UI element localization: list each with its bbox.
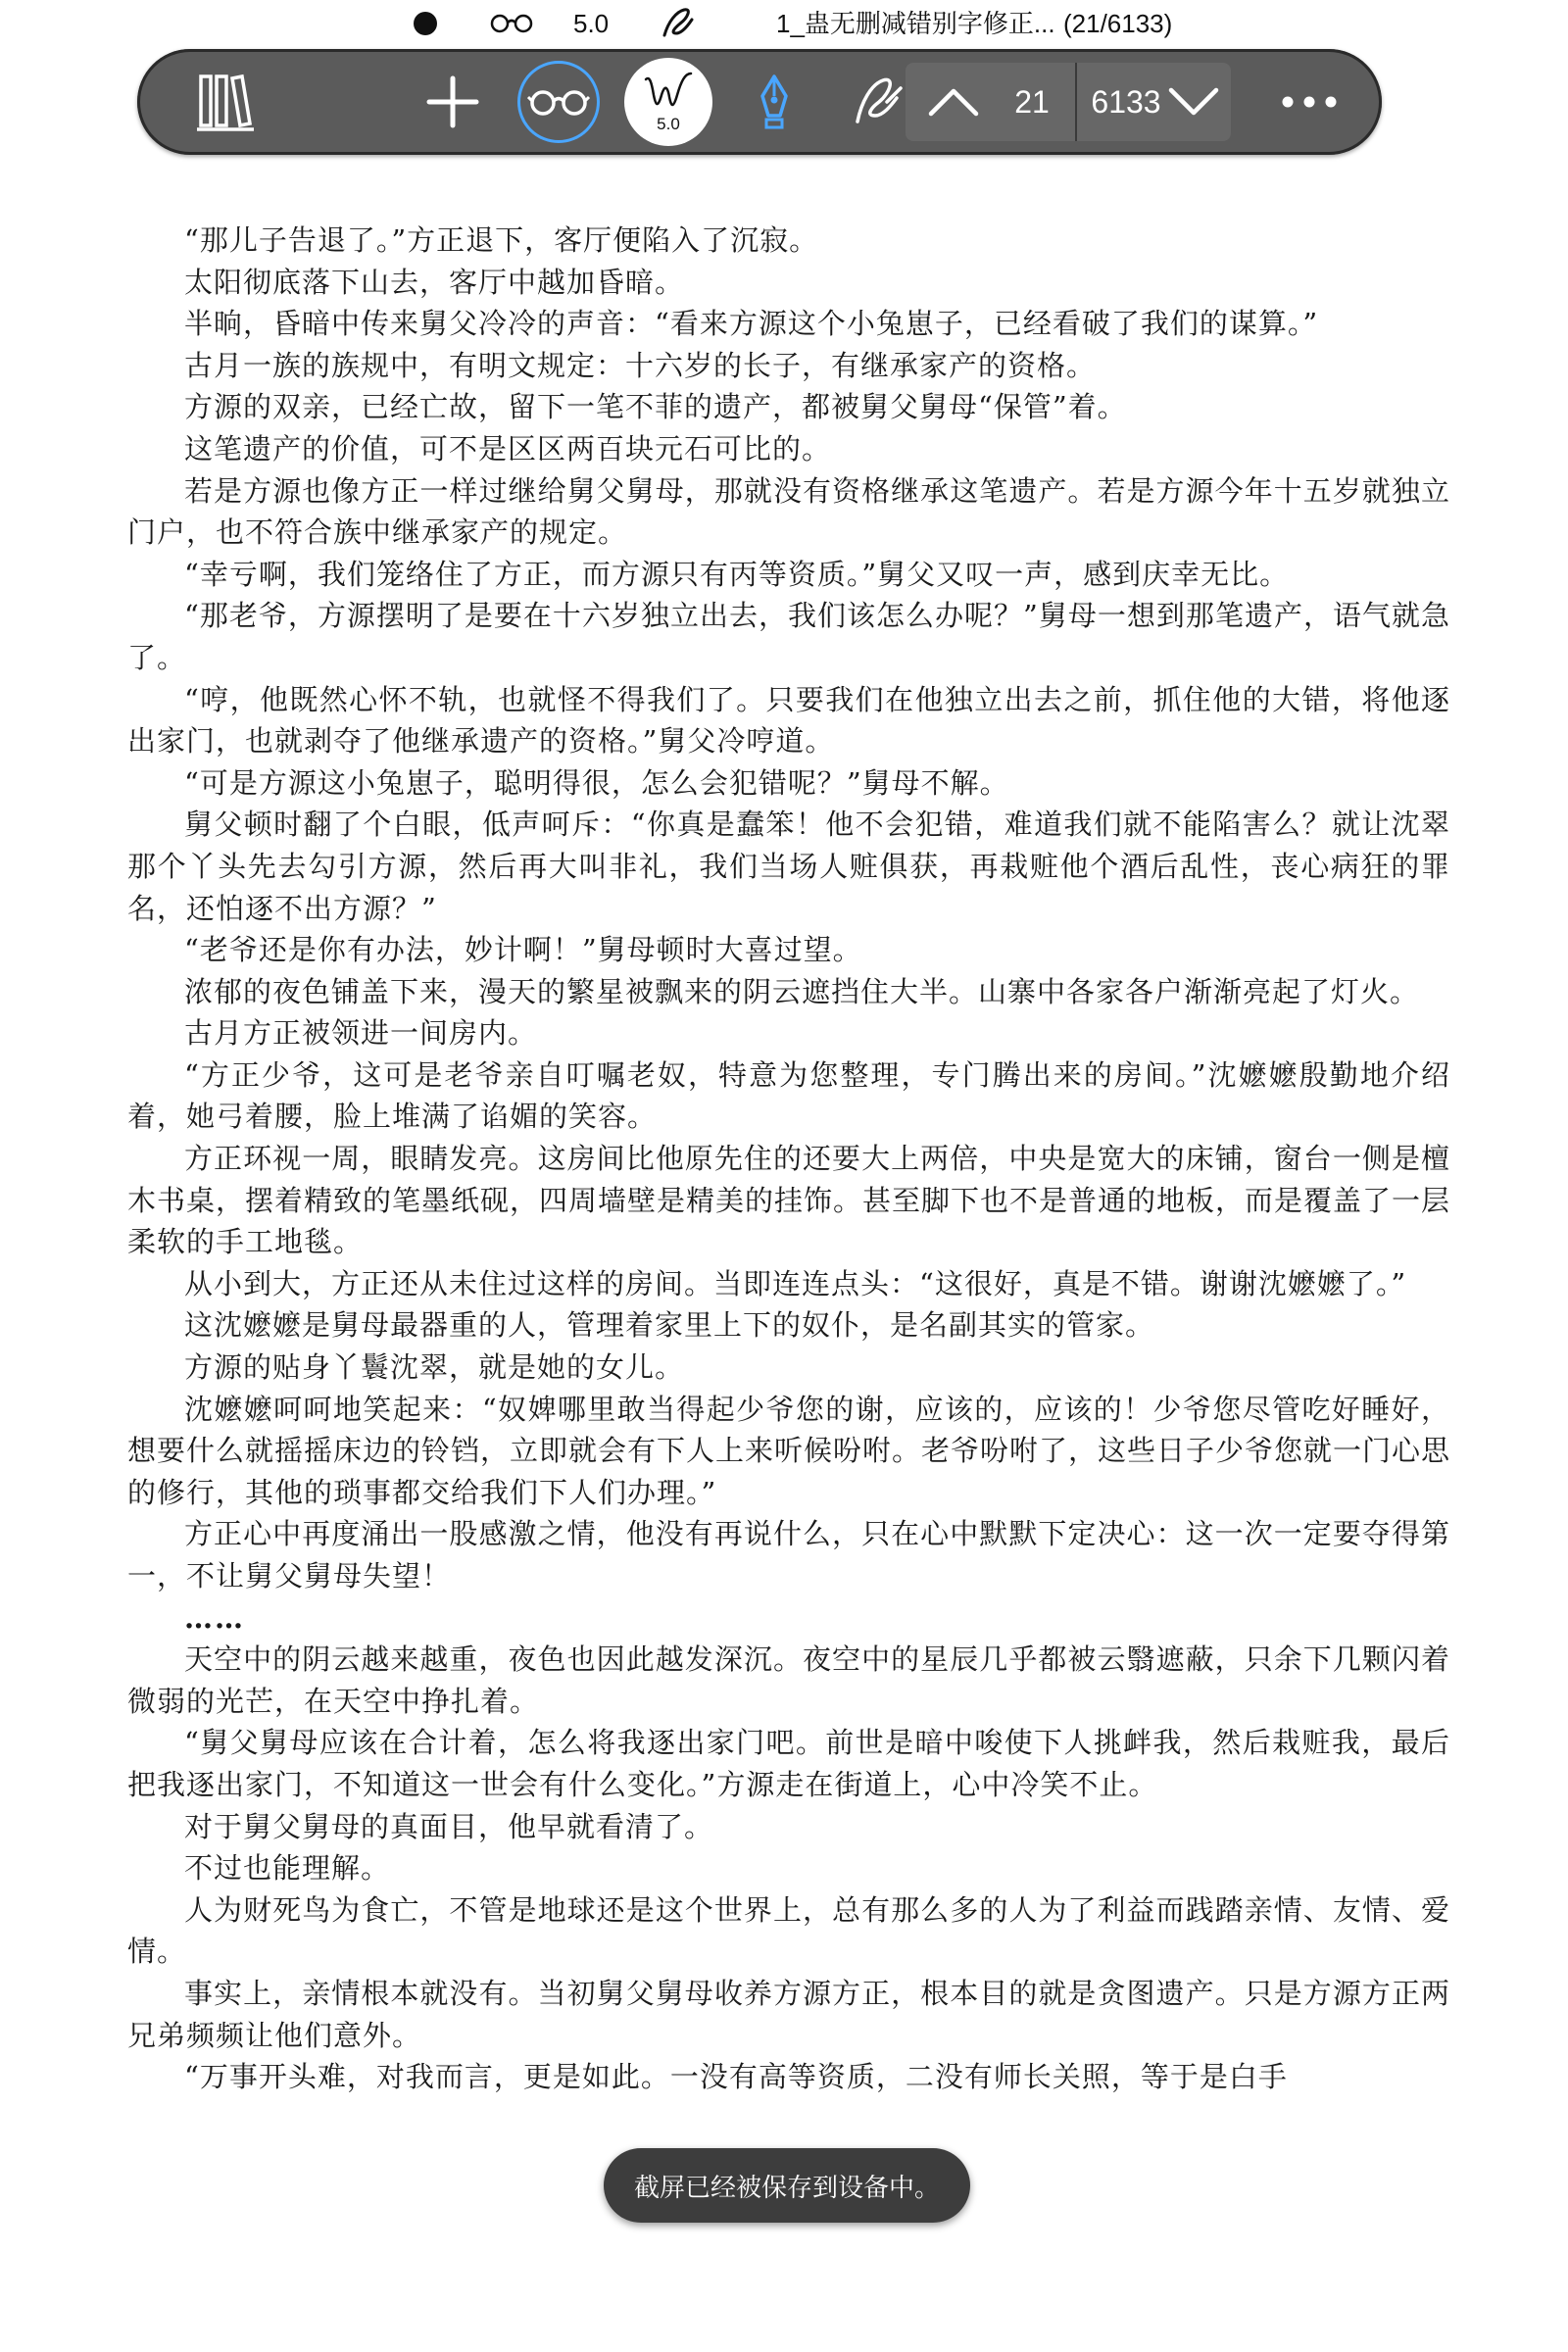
- glasses-icon: [527, 85, 590, 119]
- paragraph: 方正环视一周，眼睛发亮。这房间比他原先住的还要大上两倍，中央是宽大的床铺，窗台一侧是檀木书桌，摆着精致的笔墨纸砚，四周墙壁是精美的挂饰。甚至脚下也不是普通的地板，而是覆盖了一层柔软的手工地毯。: [127, 1142, 1451, 1259]
- fountain-pen-icon: [755, 73, 794, 131]
- paragraph: 天空中的阴云越来越重，夜色也因此越发深沉。夜空中的星辰几乎都被云翳遮蔽，只余下几颗闪着微弱的光芒，在天空中挣扎着。: [127, 1642, 1450, 1718]
- paragraph: 不过也能理解。: [184, 1851, 391, 1886]
- paragraph: “舅父舅母应该在合计着，怎么将我逐出家门吧。前世是暗中唆使下人挑衅我，然后栽赃我，最后把我逐出家门，不知道这一世会有什么变化。”方源走在街道上，心中冷笑不止。: [127, 1726, 1450, 1801]
- paragraph: 古月一族的族规中，有明文规定：十六岁的长子，有继承家产的资格。: [184, 348, 1097, 382]
- paragraph: 沈嬷嬷呵呵地笑起来：“奴婢哪里敢当得起少爷您的谢，应该的，应该的！少爷您尽管吃好睡好，想要什么就摇摇床边的铃铛，立即就会有下人上来听候吩咐。老爷吩咐了，这些日子少爷您就一门心思的修行，其他的琐事都交给我们下人们办理。”: [127, 1392, 1451, 1509]
- paragraph: “万事开头难，对我而言，更是如此。一没有高等资质，二没有师长关照，等于是白手: [184, 2060, 1288, 2094]
- paragraph: 方源的贴身丫鬟沈翠，就是她的女儿。: [184, 1350, 685, 1385]
- screenshot-saved-toast: 截屏已经被保存到设备中。: [604, 2148, 970, 2223]
- paragraph: 这笔遗产的价值，可不是区区两百块元石可比的。: [184, 431, 832, 466]
- record-dot-icon: [414, 12, 437, 35]
- handwriting-w-icon: [642, 70, 695, 119]
- paragraph: 太阳彻底落下山去，客厅中越加昏暗。: [184, 265, 685, 299]
- paragraph: “那儿子告退了。”方正退下，客厅便陷入了沉寂。: [184, 223, 819, 257]
- current-page-number[interactable]: 21: [1014, 84, 1050, 120]
- paragraph: 对于舅父舅母的真面目，他早就看清了。: [184, 1809, 714, 1843]
- handwriting-pen-button[interactable]: [617, 49, 719, 155]
- paragraph: 浓郁的夜色铺盖下来，漫天的繁星被飘来的阴云遮挡住大半。山寨中各家各户渐渐亮起了灯火。: [184, 974, 1420, 1008]
- paragraph: “那老爷，方源摆明了是要在十六岁独立出去，我们该怎么办呢？”舅母一想到那笔遗产，语气就急了。: [127, 599, 1450, 674]
- signature-icon: [659, 4, 698, 50]
- next-page-button[interactable]: [1162, 69, 1225, 135]
- paragraph: 舅父顿时翻了个白眼，低声呵斥：“你真是蠢笨！他不会犯错，难道我们就不能陷害么？就让沈翠那个丫头先去勾引方源，然后再大叫非礼，我们当场人赃俱获，再栽赃他个酒后乱性，丧心病狂的罪名，还怕逐不出方源？”: [127, 808, 1450, 925]
- document-page: [127, 220, 1450, 2098]
- more-dots-icon: [1280, 95, 1339, 109]
- total-pages: 6133: [1091, 84, 1161, 120]
- zoom-level: 5.0: [573, 9, 610, 38]
- status-bar: [0, 0, 1568, 47]
- page-navigator: [906, 63, 1231, 141]
- paragraph: 半晌，昏暗中传来舅父冷冷的声音：“看来方源这个小兔崽子，已经看破了我们的谋算。”: [184, 307, 1319, 341]
- glasses-icon: [488, 8, 535, 42]
- paragraph: 古月方正被领进一间房内。: [184, 1016, 538, 1051]
- paragraph: “幸亏啊，我们笼络住了方正，而方源只有丙等资质。”舅父又叹一声，感到庆幸无比。: [184, 557, 1290, 591]
- add-button[interactable]: [404, 49, 502, 155]
- previous-page-button[interactable]: [919, 69, 988, 135]
- paragraph: 人为财死鸟为食亡，不管是地球还是这个世界上，总有那么多的人为了利益而践踏亲情、友情、爱情。: [127, 1892, 1450, 1969]
- page-indicator: (21/6133): [1063, 9, 1173, 38]
- reader-toolbar: [137, 49, 1382, 155]
- paragraph: “老爷还是你有办法，妙计啊！”舅母顿时大喜过望。: [184, 933, 862, 967]
- pager-divider: [1075, 63, 1077, 141]
- more-options-button[interactable]: [1260, 49, 1358, 155]
- chevron-up-icon: [927, 86, 980, 118]
- paragraph: 若是方源也像方正一样过继给舅父舅母，那就没有资格继承这笔遗产。若是方源今年十五岁就独立门户，也不符合族中继承家产的规定。: [127, 473, 1450, 550]
- section-separator: ……: [184, 1600, 245, 1635]
- fountain-pen-button[interactable]: [725, 49, 823, 155]
- library-icon: [197, 71, 254, 133]
- paragraph: 这沈嬷嬷是舅母最器重的人，管理着家里上下的奴仆，是名副其实的管家。: [184, 1308, 1155, 1343]
- document-title: 1_蛊无删减错别字修正...: [776, 9, 1055, 38]
- pen-version-label: 5.0: [657, 115, 680, 133]
- paragraph: 事实上，亲情根本就没有。当初舅父舅母收养方源方正，根本目的就是贪图遗产。只是方源方正两兄弟频频让他们意外。: [127, 1976, 1450, 2052]
- chevron-down-icon: [1167, 86, 1220, 118]
- paragraph: 从小到大，方正还从未住过这样的房间。当即连连点头：“这很好，真是不错。谢谢沈嬷嬷了。”: [184, 1266, 1407, 1300]
- paragraph: “方正少爷，这可是老爷亲自叮嘱老奴，特意为您整理，专门腾出来的房间。”沈嬷嬷殷勤地介绍着，她弓着腰，脸上堆满了谄媚的笑容。: [127, 1057, 1450, 1134]
- library-button[interactable]: [176, 49, 274, 155]
- paragraph: “哼，他既然心怀不轨，也就怪不得我们了。只要我们在他独立出去之前，抓住他的大错，将他逐出家门，也就剥夺了他继承遗产的资格。”舅父冷哼道。: [127, 682, 1450, 759]
- plus-icon: [425, 74, 480, 129]
- paragraph: 方正心中再度涌出一股感激之情，他没有再说什么，只在心中默默下定决心：这一次一定要夺得第一，不让舅父舅母失望！: [127, 1517, 1450, 1592]
- paragraph: “可是方源这小兔崽子，聪明得很，怎么会犯错呢？”舅母不解。: [184, 765, 1009, 800]
- signature-icon: [848, 73, 906, 131]
- read-mode-button[interactable]: [510, 49, 608, 155]
- paragraph: 方源的双亲，已经亡故，留下一笔不菲的遗产，都被舅父舅母“保管”着。: [184, 390, 1127, 424]
